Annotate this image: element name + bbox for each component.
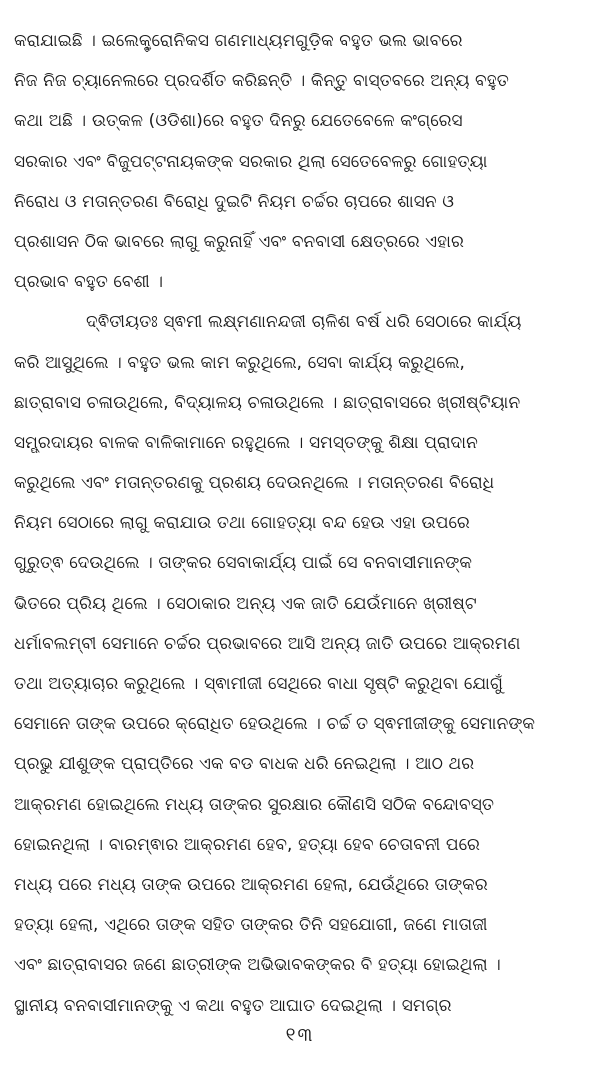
text-line: ନିରୋଧ ଓ ମତାନ୍ତରଣ ବିରୋଧି ଦୁଇଟି ନିୟମ ଚର୍ଚ୍ଚର ଚାପରେ ଶାସନ ଓ bbox=[14, 190, 454, 211]
text-line: ତଥା ଅତ୍ୟାଚାର କରୁଥିଲେ । ସ୍ଵାମୀଜୀ ସେଥିରେ ବାଧା ସୃଷ୍ଟି କରୁଥିବା ଯୋଗୁଁ bbox=[14, 673, 504, 693]
text-line: କରୁଥିଲେ ଏବଂ ମତାନ୍ତରଣକୁ ପ୍ରଶୟ ଦେଉନଥିଲେ । ମତାନ୍ତରଣ ବିରୋଧି bbox=[14, 472, 495, 493]
text-line: କରି ଆସୁଥିଲେ । ବହୁତ ଭଲ କାମ କରୁଥିଲେ, ସେବା କାର୍ଯ୍ୟ କରୁଥିଲେ, bbox=[14, 351, 466, 372]
paragraph-2 bbox=[14, 301, 588, 1024]
paragraph-1 bbox=[14, 20, 588, 301]
text-line: ନିଜ ନିଜ ଚ୍ୟାନେଲରେ ପ୍ରଦର୍ଶିତ କରିଛନ୍ତି । କିନ୍ତୁ ବାସ୍ତବରେ ଅନ୍ୟ ବହୁତ bbox=[14, 70, 509, 91]
text-line: ଭିତରେ ପ୍ରିୟ ଥିଲେ । ସେଠାକାର ଅନ୍ୟ ଏକ ଜାତି ଯେଉଁମାନେ ଖ୍ରୀଷ୍ଟ bbox=[14, 592, 477, 613]
text-line: ପ୍ରଭାବ ବହୁତ ବେଶୀ । bbox=[14, 271, 164, 292]
text-line: ଦ୍ଵିତୀୟତଃ ସ୍ଵମୀ ଲକ୍ଷ୍ମଣାନନ୍ଦଜୀ ଚାଳିଶ ବର୍ଷ ଧରି ସେଠାରେ କାର୍ଯ୍ୟ bbox=[86, 311, 522, 332]
text-line: ନିୟମ ସେଠାରେ ଲାଗୁ କରାଯାଉ ତଥା ଗୋହତ୍ୟା ବନ୍ଦ ହେଉ ଏହା ଉପରେ bbox=[14, 512, 470, 533]
text-line: ଛାତ୍ରାବାସ ଚଳାଉଥିଲେ, ବିଦ୍ୟାଳୟ ଚଳାଉଥିଲେ । ଛାତ୍ରାବାସରେ ଖ୍ରୀଷ୍ଟିୟାନ bbox=[14, 391, 521, 412]
text-line: ସମ୍ପ୍ରଦାୟର ବାଳକ ବାଳିକାମାନେ ରହୁଥିଲେ । ସମସ୍ତଙ୍କୁ ଶିକ୍ଷା ପ୍ରାଦାନ bbox=[14, 431, 478, 452]
body-text bbox=[14, 20, 588, 1025]
text-line: ହତ୍ୟା ହେଲା, ଏଥିରେ ତାଙ୍କ ସହିତ ତାଙ୍କର ତିନି ସହଯୋଗୀ, ଜଣେ ମାତାଜୀ bbox=[14, 914, 488, 935]
text-line: ସେମାନେ ତାଙ୍କ ଉପରେ କ୍ରୋଧିତ ହେଉଥିଲେ । ଚର୍ଚ୍ଚ ତ ସ୍ଵମୀଜୀଙ୍କୁ ସେମାନଙ୍କ bbox=[14, 713, 536, 734]
text-line: ପ୍ରଶାସନ ଠିକ ଭାବରେ ଲାଗୁ କରୁନାହିଁ ଏବଂ ବନବାସୀ କ୍ଷେତ୍ରରେ ଏହାର bbox=[14, 230, 464, 251]
text-line: କଥା ଅଛି । ଉତ୍କଳ (ଓଡିଶା)ରେ ବହୁତ ଦିନରୁ ଯେତେବେଳେ କଂଗ୍ରେସ bbox=[14, 110, 463, 131]
text-line: ସରକାର ଏବଂ ବିଜୁପଟ୍ଟନାୟକଙ୍କ ସରକାର ଥିଲା ସେତେବେଳରୁ ଗୋହତ୍ୟା bbox=[14, 150, 488, 171]
text-line: ସ୍ଥାନୀୟ ବନବାସୀମାନଙ୍କୁ ଏ କଥା ବହୁତ ଆଘାତ ଦେଇଥିଲା । ସମଗ୍ର bbox=[14, 994, 452, 1015]
text-line: ପ୍ରଭୁ ଯୀଶୁଙ୍କ ପ୍ରାପ୍ତିରେ ଏକ ବଡ ବାଧକ ଧରି ନେଇଥିଲା । ଆଠ ଥର bbox=[14, 753, 475, 774]
page-number: ୧୩ bbox=[285, 1024, 315, 1046]
text-line: ଗୁରୁତ୍ଵ ଦେଉଥିଲେ । ତାଙ୍କର ସେବାକାର୍ଯ୍ୟ ପାଇଁ ସେ ବନବାସୀମାନଙ୍କ bbox=[14, 552, 472, 573]
text-line: ଏବଂ ଛାତ୍ରାବାସର ଜଣେ ଛାତ୍ରୀଙ୍କ ଅଭିଭାବକଙ୍କର ବି ହତ୍ୟା ହୋଇଥିଲା । bbox=[14, 954, 501, 975]
text-line: ହୋଇନଥିଲା । ବାରମ୍ଵାର ଆକ୍ରମଣ ହେବ, ହତ୍ୟା ହେବ ଚେତାବନୀ ପରେ bbox=[14, 833, 480, 854]
text-line: ଧର୍ମାବଲମ୍ବୀ ସେମାନେ ଚର୍ଚ୍ଚର ପ୍ରଭାବରେ ଆସି ଅନ୍ୟ ଜାତି ଉପରେ ଆକ୍ରମଣ bbox=[14, 632, 521, 653]
text-line: ଆକ୍ରମଣ ହୋଇଥିଲେ ମଧ୍ୟ ତାଙ୍କର ସୁରକ୍ଷାର କୌଣସି ସଠିକ ବନ୍ଦୋବସ୍ତ bbox=[14, 793, 494, 814]
text-line: କରାଯାଇଛି । ଇଲେକ୍ଟ୍ରୋନିକସ ଗଣମାଧ୍ୟମଗୁଡ଼ିକ ବହୁତ ଭଲ ଭାବରେ bbox=[14, 30, 463, 50]
text-line: ମଧ୍ୟ ପରେ ମଧ୍ୟ ତାଙ୍କ ଉପରେ ଆକ୍ରମଣ ହେଲା, ଯେଉଁଥିରେ ତାଙ୍କର bbox=[14, 873, 488, 894]
